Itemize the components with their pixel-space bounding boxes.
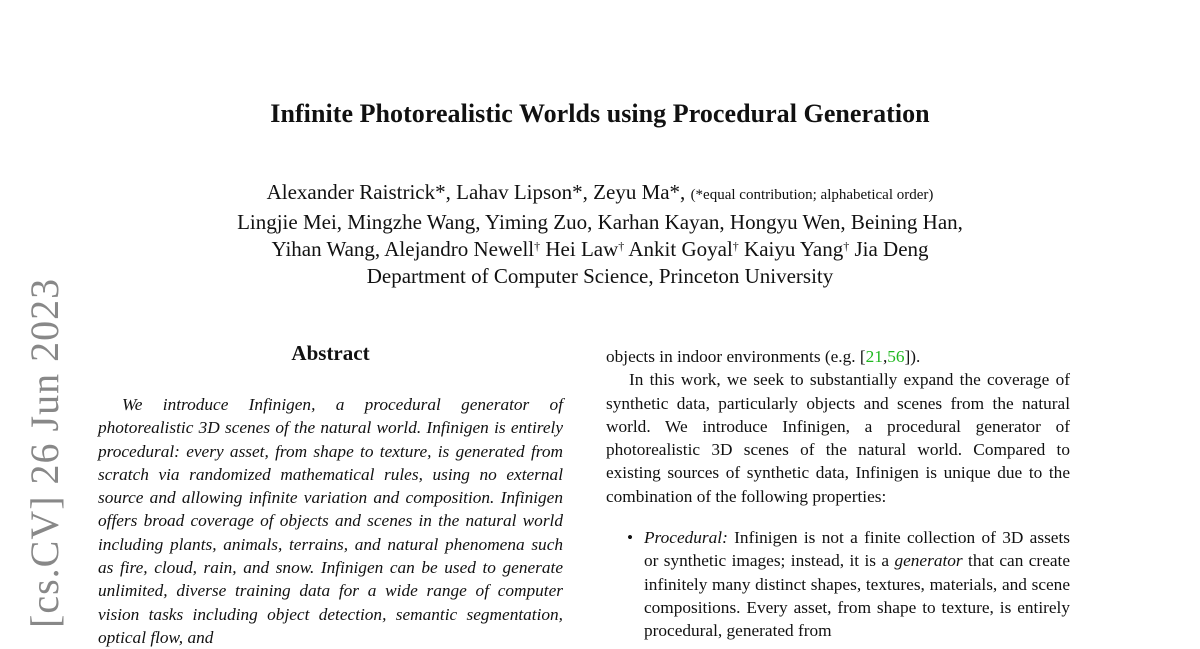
list-item [627,526,1071,642]
paper-title: Infinite Photorealistic Worlds using Procedural Generation [270,99,930,128]
citation-link[interactable]: 21 [865,347,883,366]
intro-paragraph-2 [606,368,1070,508]
dagger-mark: † [843,239,850,253]
bullet-emphasis: generator [894,551,963,571]
author-block [0,179,1200,290]
dagger-mark: † [618,239,625,253]
author-line-2: Lingjie Mei, Mingzhe Wang, Yiming Zuo, Karhan Kayan, Hongyu Wen, Beining Han, [237,210,963,234]
authors-primary: Alexander Raistrick*, Lahav Lipson*, Zeyu Ma*, [266,180,686,204]
author-name: Hei Law [540,237,619,261]
affiliation: Department of Computer Science, Princeton University [366,264,834,288]
intro-text: objects in indoor environments (e.g. [ [606,347,866,366]
dagger-mark: † [534,239,541,253]
author-name: Kaiyu Yang [738,237,844,261]
abstract-heading: Abstract [291,341,370,365]
abstract-paragraph: We introduce Infinigen, a procedural generator of photorealistic 3D scenes of the natural world. Infinigen is entirely procedural: every asset, from shape to texture, is generated from scratch via randomized mathematical rules, using no external source and allowing infinite variation and composition. Infinigen offers broad coverage of objects and scenes in the natural world including plants, animals, terrains, and natural phenomena such as fire, cloud, rain, and snow. Infinigen can be used to generate unlimited, diverse training data for a wide range of computer vision tasks including object detection, semantic segmentation, optical flow, and [98,395,563,647]
bullet-label: Procedural: [644,528,728,548]
author-name: Jia Deng [849,237,929,261]
properties-list [606,526,1070,642]
equal-contribution-note: (*equal contribution; alphabetical order) [690,187,934,203]
bullet-text: that can create infinitely many distinct shapes, textures, materials, and scene compositions. Every asset, from shape to texture, is entirely procedural, generated from [644,551,1071,641]
intro-column [606,345,1070,643]
author-line-3 [0,236,1200,263]
bullet-text: Infinigen is not a finite collection of 3D assets or synthetic images; instead, it is a [644,528,1070,571]
arxiv-stamp: [cs.CV] 26 Jun 2023 [22,277,67,628]
intro-text: In this work, we seek to substantially expand the coverage of synthetic data, particularly objects and scenes from the natural world. We introduce Infinigen, a procedural generator of photorealistic 3D scenes of the natural world. Compared to existing sources of synthetic data, Infinigen is unique due to the combination of the following properties: [606,370,1070,506]
bullet-icon: • [627,528,634,548]
dagger-mark: † [732,239,739,253]
citation-link[interactable]: 56 [887,347,905,366]
abstract-text [98,393,563,649]
citation-separator: , [882,347,888,366]
intro-text: ]). [904,347,921,366]
author-line-1 [0,179,1200,209]
author-name: Ankit Goyal [624,237,733,261]
author-names: Yihan Wang, Alejandro Newell [271,237,535,261]
intro-paragraph-1 [606,345,1070,368]
